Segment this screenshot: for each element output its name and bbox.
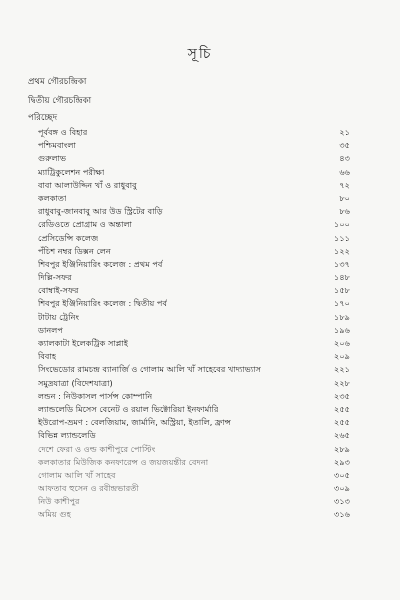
toc-entry-label: রেডিওতে প্রোগ্রাম ও অন্তালা	[38, 219, 132, 230]
toc-entry[interactable]	[0, 390, 400, 403]
toc-entry-page: ৮০	[339, 192, 350, 203]
toc-entry-label: টাটায় ট্রেনিং	[38, 311, 79, 322]
toc-entry[interactable]	[0, 152, 400, 165]
toc-entry-label: ডানলপ	[38, 324, 63, 335]
toc-entry-page: ১৮৯	[334, 311, 350, 322]
toc-entry-label: বিভিন্ন ল্যান্ডলেডি	[38, 430, 96, 441]
toc-entry[interactable]	[0, 429, 400, 442]
toc-entry-label: পশ্চিমবাংলা	[38, 140, 76, 151]
toc-entry-page: ২০৯	[334, 351, 350, 362]
toc-entry-label: দেশে ফেরা ও ওল্ড কাশীপুরে পোস্টিং	[38, 443, 156, 454]
toc-entry-page: ১৩৭	[334, 258, 350, 269]
toc-entry-page: ২১	[339, 127, 350, 137]
toc-entry-page: ৩০৫	[334, 469, 350, 480]
toc-entry-page: ১৫৮	[334, 285, 350, 296]
toc-entry-label: দিল্লি-সফর	[38, 272, 72, 283]
toc-entry-page: ২২১	[334, 364, 350, 375]
toc-entry-page: ১৭০	[334, 298, 350, 309]
toc-entry-page: ২৩৫	[334, 390, 350, 401]
toc-entry[interactable]	[0, 258, 400, 271]
toc-entry-page: ২৬৫	[334, 430, 350, 441]
toc-entry[interactable]	[0, 166, 400, 179]
toc-entry[interactable]	[0, 482, 400, 495]
toc-entry-page: ১৪৮	[334, 272, 350, 283]
toc-entry[interactable]	[0, 363, 400, 376]
toc-entry[interactable]	[0, 284, 400, 297]
toc-entry[interactable]	[0, 416, 400, 429]
toc-entry-label: রাধুবাবু-জানবাবু আর উড স্ট্রিটের বাড়ি	[38, 206, 163, 217]
toc-entry-label: প্রেসিডেন্সি কলেজ	[38, 232, 99, 243]
toc-entry-label: পূর্ববঙ্গ ও বিহার	[38, 127, 88, 137]
toc-entry-label: ইউরোপ-ভ্রমণ : বেলজিয়াম, জার্মানি, অস্ট্রিয়া, ইতালি, ফ্রান্স	[38, 417, 232, 428]
toc-entry[interactable]	[0, 126, 400, 139]
toc-entry-page: ৩১৬	[334, 509, 350, 520]
toc-entry[interactable]	[0, 324, 400, 337]
table-of-contents	[0, 126, 400, 522]
toc-entry-page: ২২৮	[334, 377, 350, 388]
toc-entry-label: ম্যাট্রিকুলেশন পরীক্ষা	[38, 166, 105, 177]
toc-entry-page: ৭২	[339, 179, 350, 190]
toc-entry-label: কলকাতা	[38, 192, 67, 203]
toc-entry[interactable]	[0, 469, 400, 482]
toc-entry[interactable]	[0, 508, 400, 521]
toc-entry-label: বিবাহ	[38, 351, 57, 362]
toc-entry-label: সিংভেডোর রামচন্দ্র ব্যানার্জি ও গোলাম আলি খাঁ সাহেবের খাদ্যাভ্যাস	[38, 364, 262, 375]
toc-entry-page: ৩৫	[339, 140, 350, 151]
toc-entry-page: ৩০৯	[334, 483, 350, 494]
toc-entry[interactable]	[0, 456, 400, 469]
toc-entry[interactable]	[0, 443, 400, 456]
toc-entry[interactable]	[0, 218, 400, 231]
toc-entry-label: নিউ কাশীপুর	[38, 496, 80, 507]
toc-entry[interactable]	[0, 232, 400, 245]
toc-entry[interactable]	[0, 205, 400, 218]
toc-entry[interactable]	[0, 495, 400, 508]
toc-entry-page: ২৫৫	[334, 417, 350, 428]
toc-entry-page: ৮৬	[339, 206, 350, 217]
toc-entry-page: ২৫৫	[334, 403, 350, 414]
toc-entry[interactable]	[0, 311, 400, 324]
toc-entry-label: শিবপুর ইঞ্জিনিয়ারিং কলেজ : প্রথম পর্ব	[38, 258, 163, 269]
front-matter-item-2[interactable]: দ্বিতীয় গৌরচন্দ্রিকা	[28, 96, 92, 106]
toc-entry-label: পঁচিশ নম্বর ডিক্সন লেন	[38, 245, 111, 256]
toc-entry-label: বাবা আলাউদ্দিন খাঁ ও রাধুবাবু	[38, 179, 137, 190]
toc-entry-label: শিবপুর ইঞ্জিনিয়ারিং কলেজ : দ্বিতীয় পর্ব	[38, 298, 168, 309]
toc-entry-label: ক্যালকাটা ইলেকট্রিক সাপ্লাই	[38, 338, 128, 348]
toc-entry[interactable]	[0, 350, 400, 363]
toc-entry-label: সমুদ্রযাত্রা (বিদেশযাত্রা)	[38, 377, 113, 388]
toc-entry-label: অমিয় গুহ	[38, 509, 71, 520]
toc-entry-page: ২৯৩	[334, 456, 350, 467]
toc-entry[interactable]	[0, 377, 400, 390]
toc-entry-page: ৪৩	[339, 153, 350, 164]
toc-entry-page: ২৮৯	[334, 443, 350, 454]
toc-entry-page: ১০০	[334, 219, 350, 230]
toc-entry-page: ২০৬	[334, 338, 350, 348]
toc-entry-label: গোলাম আলি খাঁ সাহেব	[38, 469, 116, 480]
toc-entry-label: লন্ডন : নিউকাসল পার্সন্স কোম্পানি	[38, 390, 153, 401]
toc-entry-page: ৩১৩	[334, 496, 350, 507]
toc-entry[interactable]	[0, 403, 400, 416]
toc-entry[interactable]	[0, 297, 400, 310]
toc-entry-page: ৬৬	[339, 166, 350, 177]
toc-entry[interactable]	[0, 337, 400, 350]
front-matter-item-1[interactable]: প্রথম গৌরচন্দ্রিকা	[28, 77, 87, 87]
toc-entry-label: আফতাব হুসেন ও রবীন্দ্রভারতী	[38, 483, 139, 494]
toc-entry[interactable]	[0, 139, 400, 152]
toc-entry-page: ১১১	[334, 232, 350, 243]
toc-entry-label: কলকাতার মিউজিক কনফারেন্স ও জয়জয়ন্তীর বেদনা	[38, 456, 209, 467]
toc-entry[interactable]	[0, 271, 400, 284]
page-title: সূচি	[187, 46, 213, 62]
toc-entry[interactable]	[0, 192, 400, 205]
toc-entry-label: ল্যান্ডলেডি মিসেস বেনেট ও রয়াল ভিক্টোরিয়া ইনফার্মারি	[38, 403, 219, 414]
toc-entry-page: ১৯৬	[334, 324, 350, 335]
toc-entry[interactable]	[0, 179, 400, 192]
toc-entry-label: গুরুলাভ	[38, 153, 67, 164]
toc-entry-page: ১২২	[334, 245, 350, 256]
section-heading: পরিচ্ছেদ	[28, 113, 58, 123]
toc-entry[interactable]	[0, 245, 400, 258]
toc-entry-label: বোম্বাই-সফর	[38, 285, 79, 296]
